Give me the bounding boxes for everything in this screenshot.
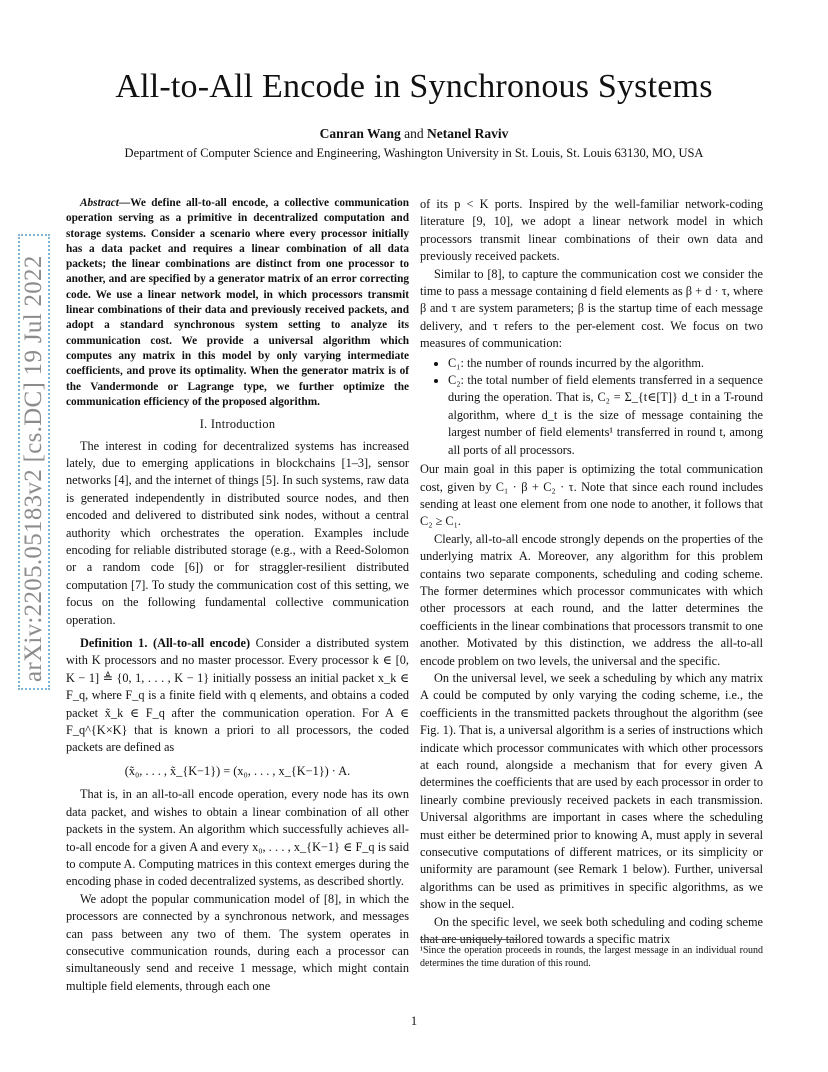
definition-text: Consider a distributed system with K processors and no master processor. Every processor k ∈ [0, K − 1] ≜ {0, 1, . . . , K − 1} initially possess an initial packet x_k ∈ F_q, where F_q is a finite field with q elements, and obtains a coded packet x̃_k ∈ F_q after the communication operation. For A ∈ F_q^{K×K} that is known a priori to all processors, the coded packets are defined as <box>66 636 409 755</box>
paragraph-similar: Similar to [8], to capture the communication cost we consider the time to pass a message containing d field elements as β + d · τ, where β and τ are system parameters; β is the startup time of each message delivery, and τ refers to the per-element cost. We focus on two measures of communication: <box>420 266 763 351</box>
paragraph-specific: On the specific level, we seek both scheduling and coding scheme that are uniquely tailored towards a specific matrix <box>420 914 763 947</box>
author-2: Netanel Raviv <box>427 126 509 141</box>
left-column <box>66 196 409 995</box>
paragraph-model: We adopt the popular communication model of [8], in which the processors are connected by a synchronous network, and messages can pass between any two of them. The system operates in consecutive communication rounds, during each a processor can simultaneously send and receive 1 message, which might contain multiple field elements, through each one <box>66 891 409 993</box>
paragraph-main-goal: Our main goal in this paper is optimizing the total communication cost, given by C₁ · β + C₂ · τ. Note that since each round includes sending at least one element from one node to another, it follows that C₂ ≥ C₁. <box>420 462 763 529</box>
abstract-text: —We define all-to-all encode, a collective communication operation serving as a primitive in decentralized computation and storage systems. Consider a scenario where every processor initially has a data packet and requires a linear combination of all data packets; the linear combinations are distinct from one processor to another, and are specified by a generator matrix of an error correcting code. We use a linear network model, in which processors transmit linear combinations of their data and previously received packets, and adopt a standard synchronous system setting to analyze its communication cost. We provide a universal algorithm which computes any matrix in this model by only varying intermediate coefficients, and prove its optimality. When the generator matrix is of the Vandermonde or Lagrange type, we further optimize the communication efficiency of the proposed algorithm. <box>66 197 409 408</box>
abstract <box>66 196 409 410</box>
right-column <box>420 196 763 948</box>
author-line <box>0 126 828 142</box>
affiliation: Department of Computer Science and Engineering, Washington University in St. Louis, St. Louis 63130, MO, USA <box>124 146 704 160</box>
measures-list <box>420 355 763 459</box>
paragraph-clearly: Clearly, all-to-all encode strongly depends on the properties of the underlying matrix A. Moreover, any algorithm for this problem contains two separate components, scheduling and coding scheme. The former determines which processor communicates with which other processors at each round, and the latter determines the coefficients in the linear combinations that processors transmit to one another. Motivated by this distinction, we address the all-to-all encode problem on two levels, the universal and the specific. <box>420 531 763 668</box>
paragraph-after-equation: That is, in an all-to-all encode operation, every node has its own data packet, and wishes to obtain a linear combination of all other packets in the system. An algorithm which successfully achieves all-to-all encode for a given A and every x₀, . . . , x_{K−1} ∈ F_q is said to compute A. Computing matrices in this context emerges during the encoding phase in coded decentralized systems, as described shortly. <box>66 787 409 889</box>
list-item-c2: • C₂: the total number of field elements transferred in a sequence during the operation. That is, C₂ = Σ_{t∈[T]} d_t in a T-round algorithm, where d_t is the size of message containing the largest number of field elements¹ transferred in round t, among all ports of all processors. <box>448 372 763 459</box>
equation-1: (x̃₀, . . . , x̃_{K−1}) = (x₀, . . . , x_{K−1}) · A. <box>124 763 351 778</box>
intro-paragraph-1: The interest in coding for decentralized systems has increased lately, due to emerging applications in blockchains [1–3], sensor networks [4], and the internet of things [5]. In such systems, raw data is generated independently in distributed source nodes, and then encoded and delivered to distributed sink nodes, without a central authority which orchestrates the operation. Examples include encoding for reliable distributed storage (e.g., with a Reed-Solomon or a random code [6]) or for straggler-resilient distributed computation [7]. To study the communication cost of this setting, we focus on the following fundamental collective communication operation. <box>66 438 409 627</box>
paragraph-universal: On the universal level, we seek a scheduling by which any matrix A could be computed by only varying the coding scheme, i.e., the coefficients in the transmitted packets throughout the algorithm (see Fig. 1). That is, a universal algorithm is a series of instructions which indicate which processor communicates with which other processors at each round, alongside a mechanism that for every given A determines the coefficients that are used by each processor in order to linearly combine previously received packets in each transmission. Universal algorithms are important in cases where the scheduling must either be determined prior to knowing A, must apply in several consecutive computations of different matrices, or its simplicity or uniformity are paramount (see Remark 1 below). Further, universal algorithms can be used as primitives in specific algorithms, as we show in the sequel. <box>420 670 763 912</box>
paragraph-continued: of its p < K ports. Inspired by the well-familiar network-coding literature [9, 10], we adopt a linear network model in which processors transmit linear combinations of their own data and previously received packets. <box>420 197 763 264</box>
definition-label: Definition 1. (All-to-all encode) <box>80 636 251 651</box>
section-heading-introduction: I. Introduction <box>199 417 276 432</box>
arxiv-watermark[interactable]: arXiv:2205.05183v2 [cs.DC] 19 Jul 2022 <box>18 234 50 690</box>
author-conjunction: and <box>404 126 424 141</box>
definition-1 <box>66 635 409 757</box>
paper-title: All-to-All Encode in Synchronous Systems <box>115 68 713 105</box>
author-1: Canran Wang <box>319 126 401 141</box>
list-item-c1: • C₁: the number of rounds incurred by the algorithm. <box>448 355 763 372</box>
abstract-label: Abstract <box>80 197 119 209</box>
footnote-1: ¹Since the operation proceeds in rounds, the largest message in an individual round determines the time duration of this round. <box>420 945 763 969</box>
footnote-rule <box>420 939 520 940</box>
page-number: 1 <box>410 1014 418 1028</box>
